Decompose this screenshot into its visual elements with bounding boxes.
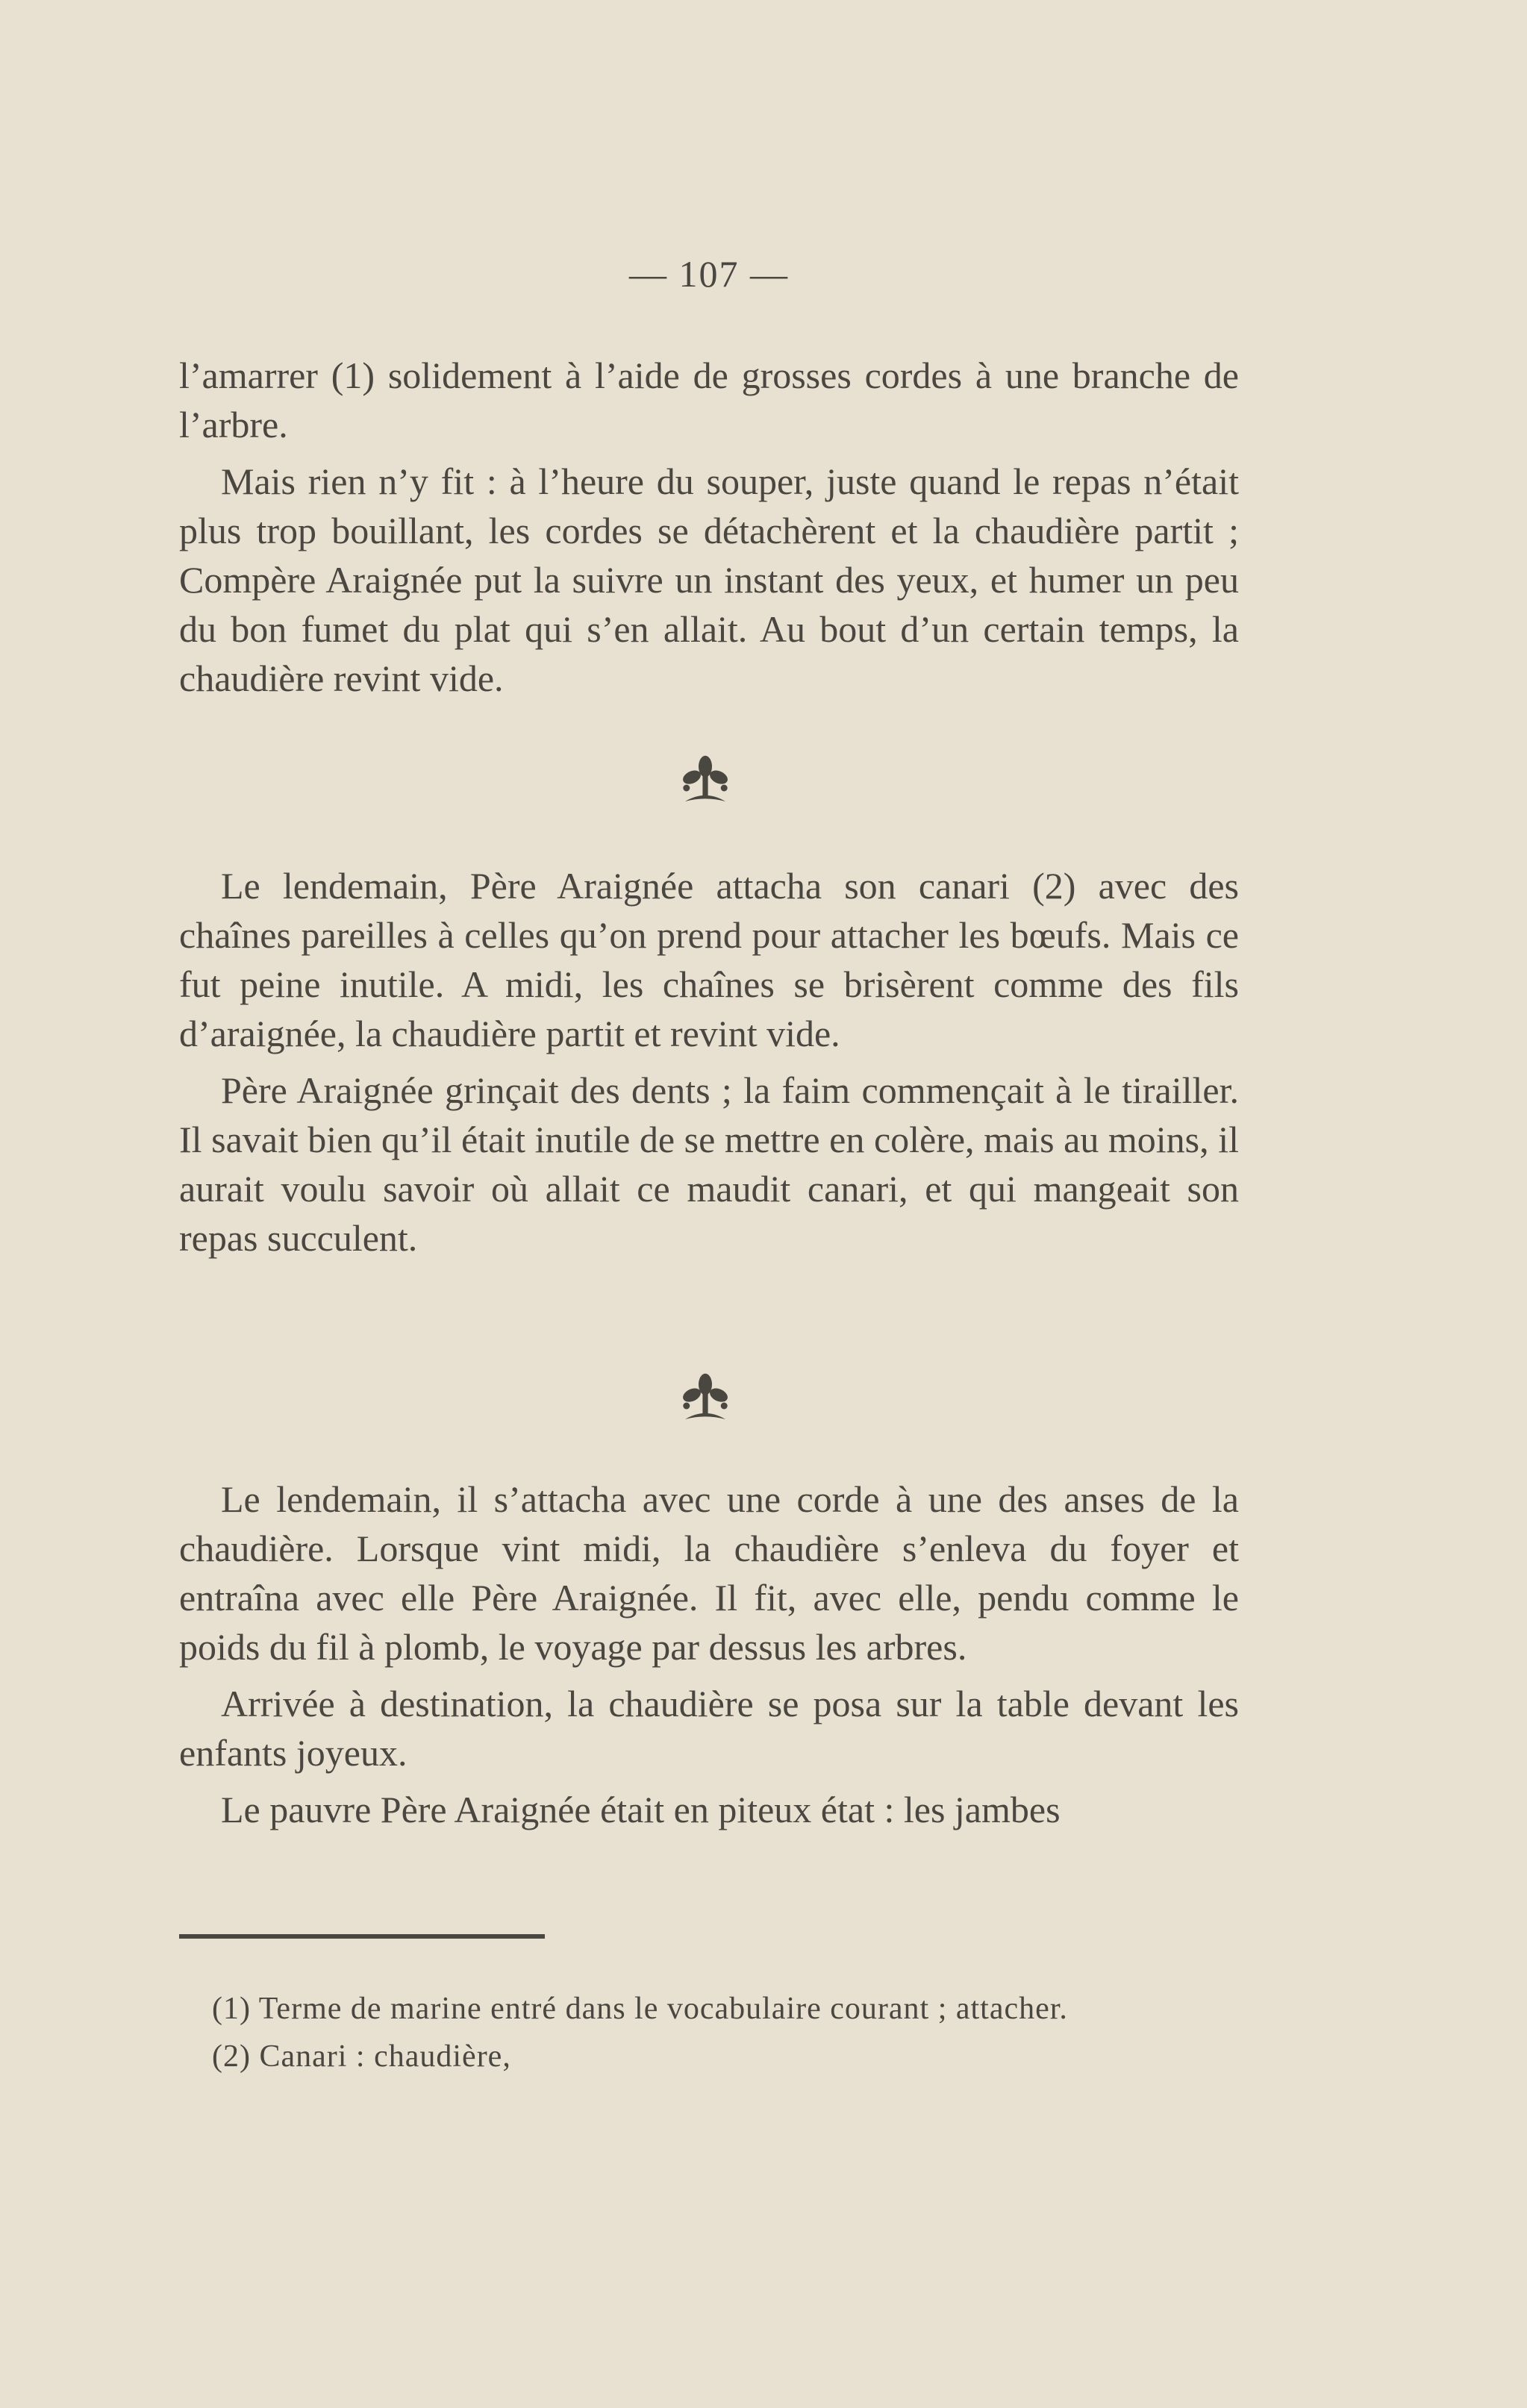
paragraph: Le pauvre Père Araignée était en piteux état : les jambes — [221, 1789, 1061, 1830]
section-3 — [179, 1474, 1239, 1842]
footnote: (1) Terme de marine entré dans le vocabulaire courant ; attacher. — [212, 1992, 1068, 2026]
paragraph: Mais rien n’y fit : à l’heure du souper, juste quand le repas n’était plus trop bouillant, les cordes se détachèrent et la chaudière partit ; Compère Araignée put la suivre un instant des yeux, et humer un peu du bon fumet du plat qui s’en allait. Au bout d’un certain temps, la chaudière revint vide. — [179, 460, 1239, 699]
section-2 — [179, 861, 1239, 1270]
footnote-divider — [179, 1934, 545, 1939]
paragraph: Le lendemain, il s’attacha avec une corde à une des anses de la chaudière. Lorsque vint midi, la chaudière s’enleva du foyer et entraîna avec elle Père Araignée. Il fit, avec elle, pendu comme le poids du fil à plomb, le voyage par dessus les arbres. — [179, 1478, 1239, 1668]
paragraph: Père Araignée grinçait des dents ; la faim commençait à le tirailler. Il savait bien qu’il était inutile de se mettre en colère, mais au moins, il aurait voulu savoir où allait ce maudit canari, et qui mangeait son repas succulent. — [179, 1069, 1239, 1259]
fleuron-icon — [672, 1366, 739, 1433]
paragraph: Arrivée à destination, la chaudière se posa sur la table devant les enfants joyeux. — [179, 1683, 1239, 1774]
paragraph: Le lendemain, Père Araignée attacha son canari (2) avec des chaînes pareilles à celles qu’on prend pour attacher les bœufs. Mais ce fut peine inutile. A midi, les chaînes se brisèrent comme des fils d’araignée, la chaudière partit et revint vide. — [179, 865, 1239, 1054]
paragraph: l’amarrer (1) solidement à l’aide de grosses cordes à une branche de l’arbre. — [179, 354, 1239, 445]
fleuron-icon — [672, 748, 739, 815]
footnotes — [179, 1989, 1239, 2085]
section-1 — [179, 351, 1239, 710]
footnote: (2) Canari : chaudière, — [212, 2039, 511, 2074]
page-number: — 107 — — [629, 253, 789, 295]
